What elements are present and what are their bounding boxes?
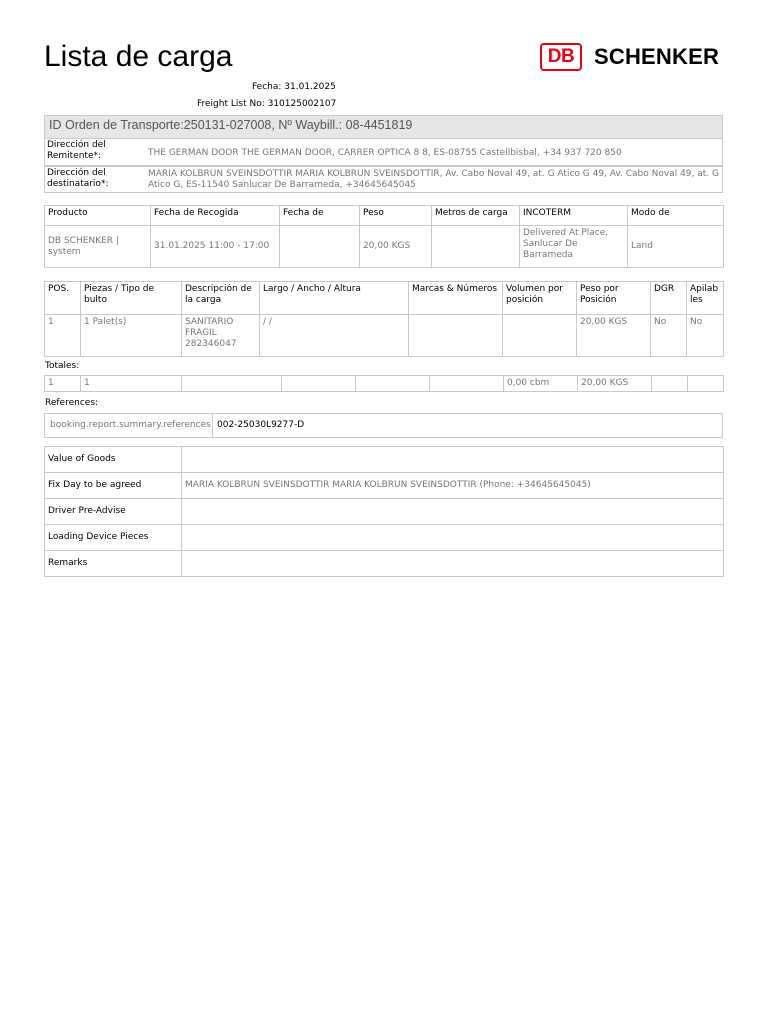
info-value — [182, 525, 724, 551]
total-cell — [430, 376, 504, 392]
sender-value: THE GERMAN DOOR THE GERMAN DOOR, CARRER OPTICA 8 8, ES-08755 Castellbisbal, +34 937 720 850 — [148, 148, 622, 158]
goods-row — [45, 315, 724, 357]
cell-dimensiones: / / — [260, 315, 409, 357]
cell-pos: 1 — [45, 315, 81, 357]
recipient-address-row — [44, 166, 723, 193]
cell-apilables: No — [687, 315, 724, 357]
col-metros-carga: Metros de carga — [432, 206, 520, 226]
reference-value: 002-25030L9277-D — [217, 420, 305, 430]
references-box — [44, 413, 723, 438]
total-pos: 1 — [45, 376, 81, 392]
total-cell — [688, 376, 724, 392]
cell-dgr: No — [651, 315, 687, 357]
total-cell — [356, 376, 430, 392]
col-dgr: DGR — [651, 282, 687, 315]
info-label: Remarks — [45, 551, 182, 577]
total-volumen: 0,00 cbm — [504, 376, 578, 392]
schenker-logo — [540, 41, 719, 72]
info-row-loading-device — [45, 525, 724, 551]
cell-producto: DB SCHENKER | system — [45, 226, 151, 268]
reference-divider — [212, 414, 213, 437]
col-producto: Producto — [45, 206, 151, 226]
cell-metros-carga — [432, 226, 520, 268]
cell-volumen — [503, 315, 577, 357]
info-row-remarks — [45, 551, 724, 577]
info-label: Loading Device Pieces — [45, 525, 182, 551]
total-cell — [182, 376, 282, 392]
cell-marcas — [409, 315, 503, 357]
col-dimensiones: Largo / Ancho / Altura — [260, 282, 409, 315]
goods-table — [44, 281, 724, 357]
info-row-value-of-goods — [45, 447, 724, 473]
col-fecha-recogida: Fecha de Recogida — [151, 206, 280, 226]
shipment-header-row — [45, 206, 724, 226]
cell-fecha-de — [280, 226, 360, 268]
col-descripcion: Descripción de la carga — [182, 282, 260, 315]
recipient-label: Dirección del destinatario*: — [47, 168, 109, 189]
info-value — [182, 499, 724, 525]
cell-incoterm: Delivered At Place, Sanlucar De Barrameda — [520, 226, 628, 268]
info-label: Fix Day to be agreed — [45, 473, 182, 499]
sender-label: Dirección del Remitente*: — [47, 140, 106, 161]
col-peso: Peso — [360, 206, 432, 226]
shipment-table — [44, 205, 724, 268]
shipment-row — [45, 226, 724, 268]
info-table — [44, 446, 724, 577]
goods-header-row — [45, 282, 724, 315]
totals-row — [45, 376, 724, 392]
col-fecha-de: Fecha de — [280, 206, 360, 226]
total-cell — [282, 376, 356, 392]
cell-fecha-recogida: 31.01.2025 11:00 - 17:00 — [151, 226, 280, 268]
info-value — [182, 551, 724, 577]
col-incoterm: INCOTERM — [520, 206, 628, 226]
col-marcas: Marcas & Números — [409, 282, 503, 315]
totals-table — [44, 375, 724, 392]
freight-list-number: Freight List No: 310125002107 — [197, 99, 337, 109]
col-piezas: Piezas / Tipo de bulto — [81, 282, 182, 315]
col-modo: Modo de — [628, 206, 724, 226]
reference-key: booking.report.summary.references — [50, 420, 211, 430]
total-piezas: 1 — [81, 376, 182, 392]
col-volumen: Volumen por posición — [503, 282, 577, 315]
info-label: Driver Pre-Advise — [45, 499, 182, 525]
info-row-driver-pre-advise — [45, 499, 724, 525]
cell-peso-posicion: 20,00 KGS — [577, 315, 651, 357]
info-row-fix-day — [45, 473, 724, 499]
page-title: Lista de carga — [44, 40, 233, 73]
col-peso-posicion: Peso por Posición — [577, 282, 651, 315]
totals-label: Totales: — [45, 361, 80, 371]
info-value: MARIA KOLBRUN SVEINSDOTTIR MARIA KOLBRUN SVEINSDOTTIR (Phone: +34645645045) — [182, 473, 724, 499]
cell-piezas: 1 Palet(s) — [81, 315, 182, 357]
total-peso: 20,00 KGS — [578, 376, 652, 392]
info-value — [182, 447, 724, 473]
references-label: References: — [45, 398, 99, 408]
db-logo-box: DB — [540, 43, 582, 71]
recipient-value: MARIA KOLBRUN SVEINSDOTTIR MARIA KOLBRUN SVEINSDOTTIR, Av. Cabo Noval 49, at. G Atico G 49, Av. Cabo Noval 49, at. G Atico G, ES-11540 Sanlucar De Barrameda, +34645645045 — [148, 169, 719, 190]
cell-peso: 20,00 KGS — [360, 226, 432, 268]
logo-wordmark: SCHENKER — [594, 43, 720, 69]
sender-address-row — [44, 139, 723, 166]
document-date: Fecha: 31.01.2025 — [252, 82, 336, 92]
transport-order-bar: ID Orden de Transporte:250131-027008, Nº Waybill.: 08-4451819 — [44, 115, 723, 139]
col-pos: POS. — [45, 282, 81, 315]
total-cell — [652, 376, 688, 392]
cell-modo: Land — [628, 226, 724, 268]
info-label: Value of Goods — [45, 447, 182, 473]
cell-descripcion: SANITARIO FRAGIL 282346047 — [182, 315, 260, 357]
col-apilables: Apilables — [687, 282, 724, 315]
